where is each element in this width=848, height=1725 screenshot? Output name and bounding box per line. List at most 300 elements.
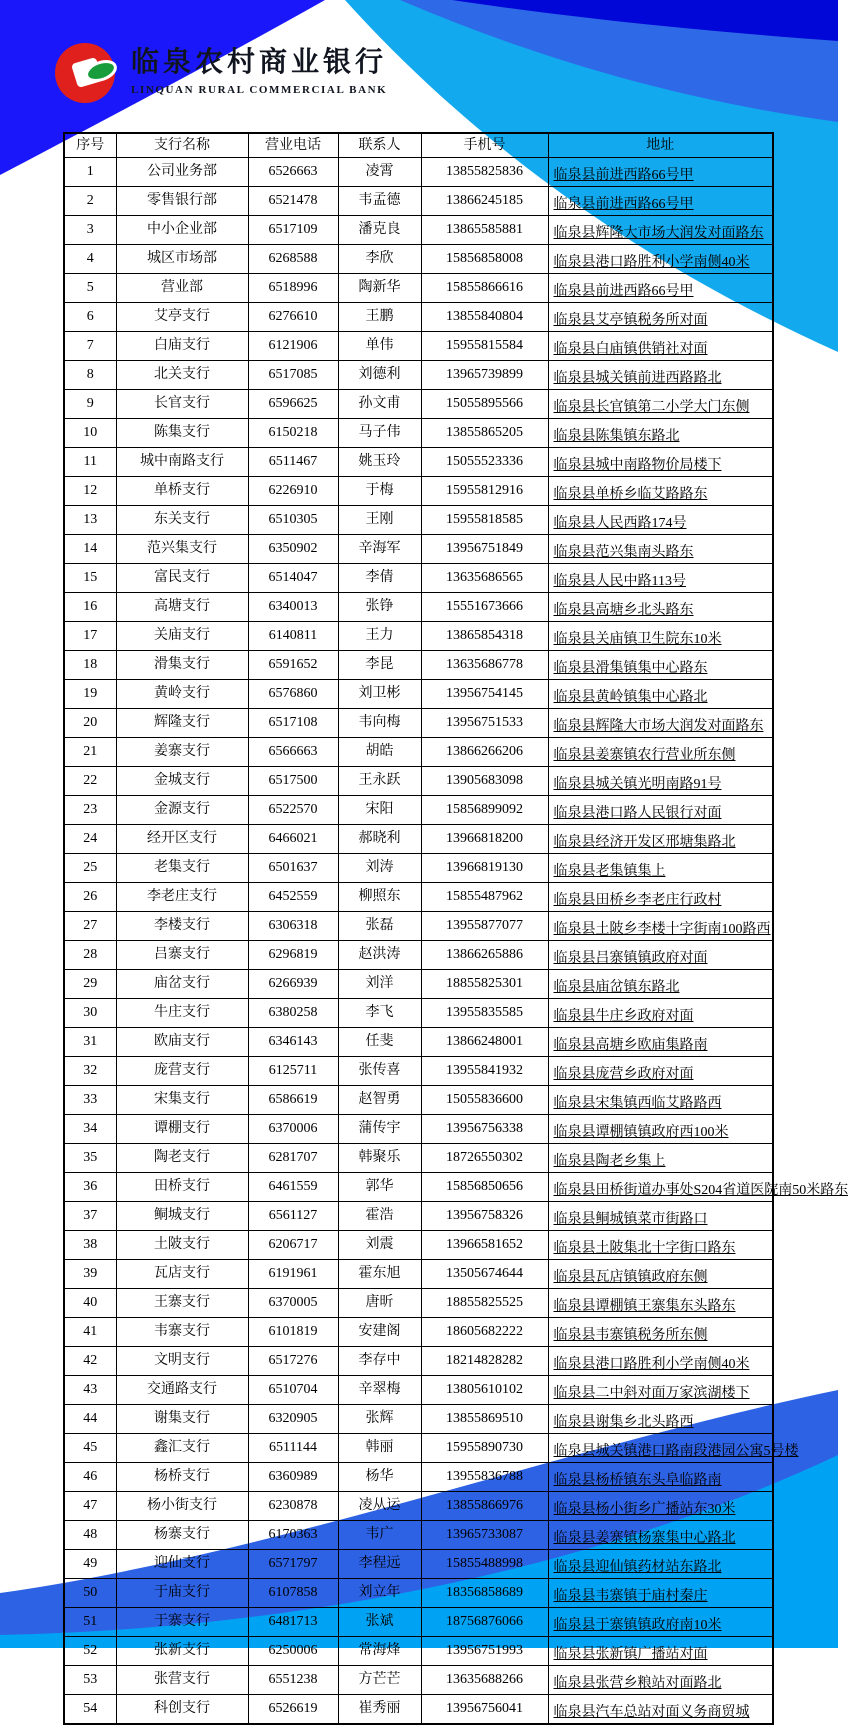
table-cell: 22 [64, 767, 116, 796]
table-cell: 临泉县陈集镇东路北 [548, 419, 773, 448]
table-cell: 刘震 [338, 1231, 421, 1260]
table-cell: 临泉县老集镇集上 [548, 854, 773, 883]
table-cell: 单桥支行 [116, 477, 248, 506]
table-row [64, 883, 773, 912]
table-cell: 6571797 [248, 1550, 338, 1579]
table-cell: 临泉县庞营乡政府对面 [548, 1057, 773, 1086]
table-cell: 姚玉玲 [338, 448, 421, 477]
table-cell: 王永跃 [338, 767, 421, 796]
table-cell: 临泉县二中斜对面万家滨湖楼下 [548, 1376, 773, 1405]
table-cell: 姜寨支行 [116, 738, 248, 767]
table-cell: 刘洋 [338, 970, 421, 999]
table-cell: 18855825301 [421, 970, 548, 999]
table-cell: 6514047 [248, 564, 338, 593]
table-cell: 16 [64, 593, 116, 622]
table-cell: 6140811 [248, 622, 338, 651]
table-cell: 20 [64, 709, 116, 738]
table-cell: 6596625 [248, 390, 338, 419]
table-cell: 6517108 [248, 709, 338, 738]
table-cell: 13955841932 [421, 1057, 548, 1086]
table-cell: 6121906 [248, 332, 338, 361]
table-cell: 15551673666 [421, 593, 548, 622]
table-cell: 21 [64, 738, 116, 767]
table-cell: 18 [64, 651, 116, 680]
table-cell: 辛海军 [338, 535, 421, 564]
table-cell: 45 [64, 1434, 116, 1463]
table-cell: 18756876066 [421, 1608, 548, 1637]
header-row [64, 133, 773, 158]
column-header-1: 支行名称 [116, 133, 248, 158]
table-cell: 孙文甫 [338, 390, 421, 419]
table-cell: 临泉县高塘乡北头路东 [548, 593, 773, 622]
table-cell: 公司业务部 [116, 158, 248, 187]
table-row [64, 158, 773, 187]
table-cell: 6281707 [248, 1144, 338, 1173]
table-cell: 于庙支行 [116, 1579, 248, 1608]
table-cell: 欧庙支行 [116, 1028, 248, 1057]
table-cell: 53 [64, 1666, 116, 1695]
table-row [64, 999, 773, 1028]
table-row [64, 1086, 773, 1115]
table-cell: 15856850656 [421, 1173, 548, 1202]
table-cell: 临泉县杨小街乡广播站东30米 [548, 1492, 773, 1521]
table-cell: 6380258 [248, 999, 338, 1028]
table-cell: 15855487962 [421, 883, 548, 912]
table-cell: 13855869510 [421, 1405, 548, 1434]
table-cell: 韦孟德 [338, 187, 421, 216]
table-cell: 张新支行 [116, 1637, 248, 1666]
bank-name: 临泉农村商业银行 [131, 47, 388, 78]
table-cell: 6101819 [248, 1318, 338, 1347]
table-cell: 46 [64, 1463, 116, 1492]
table-cell: 6522570 [248, 796, 338, 825]
table-row [64, 1550, 773, 1579]
table-cell: 6561127 [248, 1202, 338, 1231]
table-cell: 临泉县庙岔镇东路北 [548, 970, 773, 999]
table-cell: 8 [64, 361, 116, 390]
column-header-3: 联系人 [338, 133, 421, 158]
table-cell: 李飞 [338, 999, 421, 1028]
table-cell: 临泉县城关镇光明南路91号 [548, 767, 773, 796]
table-cell: 临泉县人民西路174号 [548, 506, 773, 535]
table-cell: 6230878 [248, 1492, 338, 1521]
table-cell: 15055836600 [421, 1086, 548, 1115]
table-row [64, 1202, 773, 1231]
table-cell: 35 [64, 1144, 116, 1173]
table-row [64, 1492, 773, 1521]
table-cell: 18726550302 [421, 1144, 548, 1173]
table-row [64, 1376, 773, 1405]
table-cell: 2 [64, 187, 116, 216]
table-row [64, 1260, 773, 1289]
table-cell: 6 [64, 303, 116, 332]
table-row [64, 419, 773, 448]
table-cell: 4 [64, 245, 116, 274]
table-cell: 牛庄支行 [116, 999, 248, 1028]
table-row [64, 970, 773, 999]
table-cell: 凌霄 [338, 158, 421, 187]
table-cell: 刘德利 [338, 361, 421, 390]
table-cell: 13956751849 [421, 535, 548, 564]
table-cell: 6566663 [248, 738, 338, 767]
table-cell: 6250006 [248, 1637, 338, 1666]
table-cell: 鲖城支行 [116, 1202, 248, 1231]
table-cell: 6461559 [248, 1173, 338, 1202]
table-cell: 6517109 [248, 216, 338, 245]
table-cell: 临泉县瓦店镇镇政府东侧 [548, 1260, 773, 1289]
table-cell: 土陂支行 [116, 1231, 248, 1260]
table-cell: 临泉县杨桥镇东头阜临路南 [548, 1463, 773, 1492]
column-header-4: 手机号 [421, 133, 548, 158]
table-row [64, 1318, 773, 1347]
table-row [64, 593, 773, 622]
table-cell: 张营支行 [116, 1666, 248, 1695]
table-cell: 50 [64, 1579, 116, 1608]
table-cell: 18214828282 [421, 1347, 548, 1376]
table-cell: 6107858 [248, 1579, 338, 1608]
table-row [64, 1434, 773, 1463]
table-cell: 13866266206 [421, 738, 548, 767]
table-cell: 6517276 [248, 1347, 338, 1376]
table-cell: 刘涛 [338, 854, 421, 883]
table-cell: 1 [64, 158, 116, 187]
table-cell: 临泉县城中南路物价局楼下 [548, 448, 773, 477]
table-cell: 张斌 [338, 1608, 421, 1637]
table-cell: 6511467 [248, 448, 338, 477]
table-row [64, 825, 773, 854]
table-cell: 36 [64, 1173, 116, 1202]
table-cell: 高塘支行 [116, 593, 248, 622]
table-cell: 韩丽 [338, 1434, 421, 1463]
table-cell: 临泉县长官镇第二小学大门东侧 [548, 390, 773, 419]
table-cell: 李老庄支行 [116, 883, 248, 912]
table-cell: 28 [64, 941, 116, 970]
table-cell: 13966581652 [421, 1231, 548, 1260]
table-cell: 38 [64, 1231, 116, 1260]
table-cell: 6266939 [248, 970, 338, 999]
table-cell: 34 [64, 1115, 116, 1144]
table-row [64, 680, 773, 709]
table-cell: 6306318 [248, 912, 338, 941]
table-cell: 15 [64, 564, 116, 593]
table-cell: 13635686778 [421, 651, 548, 680]
table-row [64, 332, 773, 361]
table-cell: 霍浩 [338, 1202, 421, 1231]
table-cell: 13855840804 [421, 303, 548, 332]
table-cell: 18356858689 [421, 1579, 548, 1608]
table-cell: 临泉县港口路胜利小学南侧40米 [548, 1347, 773, 1376]
table-cell: 临泉县宋集镇西临艾路路西 [548, 1086, 773, 1115]
table-cell: 临泉县张新镇广播站对面 [548, 1637, 773, 1666]
table-cell: 马子伟 [338, 419, 421, 448]
table-cell: 6360989 [248, 1463, 338, 1492]
table-cell: 宋阳 [338, 796, 421, 825]
table-cell: 47 [64, 1492, 116, 1521]
table-cell: 陶新华 [338, 274, 421, 303]
table-cell: 13855866976 [421, 1492, 548, 1521]
table-cell: 关庙支行 [116, 622, 248, 651]
table-cell: 44 [64, 1405, 116, 1434]
table-cell: 6518996 [248, 274, 338, 303]
table-cell: 金源支行 [116, 796, 248, 825]
table-cell: 王刚 [338, 506, 421, 535]
table-row [64, 738, 773, 767]
table-cell: 杨桥支行 [116, 1463, 248, 1492]
table-cell: 临泉县港口路胜利小学南侧40米 [548, 245, 773, 274]
table-row [64, 1231, 773, 1260]
table-cell: 11 [64, 448, 116, 477]
table-cell: 临泉县韦寨镇于庙村秦庄 [548, 1579, 773, 1608]
table-cell: 胡皓 [338, 738, 421, 767]
table-cell: 19 [64, 680, 116, 709]
table-cell: 13956751993 [421, 1637, 548, 1666]
table-cell: 白庙支行 [116, 332, 248, 361]
table-cell: 6510305 [248, 506, 338, 535]
table-cell: 李倩 [338, 564, 421, 593]
table-cell: 13956754145 [421, 680, 548, 709]
table-cell: 13955835585 [421, 999, 548, 1028]
table-cell: 6268588 [248, 245, 338, 274]
table-cell: 王寨支行 [116, 1289, 248, 1318]
table-cell: 城中南路支行 [116, 448, 248, 477]
table-cell: 15955815584 [421, 332, 548, 361]
table-cell: 临泉县姜寨镇杨寨集中心路北 [548, 1521, 773, 1550]
table-cell: 48 [64, 1521, 116, 1550]
table-row [64, 622, 773, 651]
table-cell: 49 [64, 1550, 116, 1579]
table-cell: 26 [64, 883, 116, 912]
table-row [64, 651, 773, 680]
table-cell: 老集支行 [116, 854, 248, 883]
table-cell: 17 [64, 622, 116, 651]
table-row [64, 709, 773, 738]
table-row [64, 448, 773, 477]
table-cell: 15856899092 [421, 796, 548, 825]
table-cell: 临泉县谭棚镇镇政府西100米 [548, 1115, 773, 1144]
table-cell: 6370005 [248, 1289, 338, 1318]
table-cell: 6296819 [248, 941, 338, 970]
table-row [64, 1463, 773, 1492]
table-cell: 单伟 [338, 332, 421, 361]
table-cell: 6340013 [248, 593, 338, 622]
table-cell: 张磊 [338, 912, 421, 941]
table-cell: 王力 [338, 622, 421, 651]
table-cell: 郝晓利 [338, 825, 421, 854]
table-cell: 临泉县港口路人民银行对面 [548, 796, 773, 825]
table-cell: 14 [64, 535, 116, 564]
table-cell: 13505674644 [421, 1260, 548, 1289]
table-cell: 13865854318 [421, 622, 548, 651]
table-cell: 谢集支行 [116, 1405, 248, 1434]
table-cell: 6510704 [248, 1376, 338, 1405]
table-row [64, 1405, 773, 1434]
table-cell: 迎仙支行 [116, 1550, 248, 1579]
table-cell: 临泉县陶老乡集上 [548, 1144, 773, 1173]
table-cell: 崔秀丽 [338, 1695, 421, 1725]
table-cell: 临泉县滑集镇集中心路东 [548, 651, 773, 680]
table-row [64, 1579, 773, 1608]
table-cell: 李欣 [338, 245, 421, 274]
table-cell: 杨华 [338, 1463, 421, 1492]
table-cell: 52 [64, 1637, 116, 1666]
table-cell: 6517500 [248, 767, 338, 796]
table-cell: 39 [64, 1260, 116, 1289]
table-cell: 郭华 [338, 1173, 421, 1202]
table-row [64, 303, 773, 332]
table-row [64, 1608, 773, 1637]
table-cell: 6350902 [248, 535, 338, 564]
table-cell: 刘卫彬 [338, 680, 421, 709]
table-cell: 临泉县张营乡粮站对面路北 [548, 1666, 773, 1695]
table-cell: 6226910 [248, 477, 338, 506]
branch-directory-table [63, 132, 848, 1725]
table-cell: 安建阁 [338, 1318, 421, 1347]
table-cell: 临泉县单桥乡临艾路路东 [548, 477, 773, 506]
table-cell: 李程远 [338, 1550, 421, 1579]
table-cell: 5 [64, 274, 116, 303]
table-row [64, 274, 773, 303]
table-cell: 临泉县汽车总站对面义务商贸城 [548, 1695, 773, 1725]
table-cell: 李楼支行 [116, 912, 248, 941]
table-cell: 6170363 [248, 1521, 338, 1550]
table-cell: 6511144 [248, 1434, 338, 1463]
table-cell: 韩聚乐 [338, 1144, 421, 1173]
table-cell: 13855865205 [421, 419, 548, 448]
table-cell: 13866265886 [421, 941, 548, 970]
table-cell: 经开区支行 [116, 825, 248, 854]
table-cell: 15955812916 [421, 477, 548, 506]
table-cell: 18605682222 [421, 1318, 548, 1347]
table-cell: 13866248001 [421, 1028, 548, 1057]
table-cell: 韦向梅 [338, 709, 421, 738]
table-cell: 23 [64, 796, 116, 825]
table-cell: 6320905 [248, 1405, 338, 1434]
table-cell: 40 [64, 1289, 116, 1318]
table-row [64, 796, 773, 825]
table-cell: 25 [64, 854, 116, 883]
table-cell: 滑集支行 [116, 651, 248, 680]
table-cell: 临泉县人民中路113号 [548, 564, 773, 593]
table-cell: 18855825525 [421, 1289, 548, 1318]
table-cell: 宋集支行 [116, 1086, 248, 1115]
table-cell: 临泉县辉隆大市场大润发对面路东 [548, 216, 773, 245]
table-cell: 临泉县吕寨镇镇政府对面 [548, 941, 773, 970]
table-row [64, 767, 773, 796]
table-cell: 30 [64, 999, 116, 1028]
table-cell: 13866245185 [421, 187, 548, 216]
table-cell: 方芒芒 [338, 1666, 421, 1695]
table-cell: 凌从运 [338, 1492, 421, 1521]
table-cell: 科创支行 [116, 1695, 248, 1725]
table-cell: 31 [64, 1028, 116, 1057]
table-cell: 城区市场部 [116, 245, 248, 274]
table-cell: 10 [64, 419, 116, 448]
table-cell: 6591652 [248, 651, 338, 680]
table-row [64, 1695, 773, 1725]
table-cell: 临泉县姜寨镇农行营业所东侧 [548, 738, 773, 767]
table-cell: 中小企业部 [116, 216, 248, 245]
table-row [64, 506, 773, 535]
table-cell: 6276610 [248, 303, 338, 332]
table-cell: 田桥支行 [116, 1173, 248, 1202]
table-cell: 于寨支行 [116, 1608, 248, 1637]
table-cell: 13 [64, 506, 116, 535]
table-cell: 临泉县鲖城镇菜市街路口 [548, 1202, 773, 1231]
table-cell: 唐昕 [338, 1289, 421, 1318]
bank-titles [131, 40, 387, 96]
table-cell: 6576860 [248, 680, 338, 709]
table-cell: 常海烽 [338, 1637, 421, 1666]
table-cell: 潘克良 [338, 216, 421, 245]
table-row [64, 912, 773, 941]
table-cell: 李存中 [338, 1347, 421, 1376]
table-row [64, 1144, 773, 1173]
bank-logo-icon [54, 40, 118, 106]
table-cell: 27 [64, 912, 116, 941]
table-cell: 任斐 [338, 1028, 421, 1057]
table-cell: 北关支行 [116, 361, 248, 390]
table-cell: 临泉县城关镇前进西路路北 [548, 361, 773, 390]
table-cell: 张铮 [338, 593, 421, 622]
table-cell: 6191961 [248, 1260, 338, 1289]
table-cell: 临泉县韦寨镇税务所东侧 [548, 1318, 773, 1347]
table-cell: 黄岭支行 [116, 680, 248, 709]
table-cell: 营业部 [116, 274, 248, 303]
table-row [64, 477, 773, 506]
table-cell: 29 [64, 970, 116, 999]
table-cell: 13966818200 [421, 825, 548, 854]
table-row [64, 1289, 773, 1318]
table-cell: 9 [64, 390, 116, 419]
table-cell: 韦寨支行 [116, 1318, 248, 1347]
table-cell: 6521478 [248, 187, 338, 216]
table-cell: 瓦店支行 [116, 1260, 248, 1289]
table-row [64, 564, 773, 593]
table-cell: 陈集支行 [116, 419, 248, 448]
table-cell: 杨小街支行 [116, 1492, 248, 1521]
table-cell: 13955877077 [421, 912, 548, 941]
table-cell: 庞营支行 [116, 1057, 248, 1086]
table-row [64, 245, 773, 274]
table-cell: 临泉县白庙镇供销社对面 [548, 332, 773, 361]
table-cell: 41 [64, 1318, 116, 1347]
table-cell: 15055523336 [421, 448, 548, 477]
table-cell: 辉隆支行 [116, 709, 248, 738]
table-cell: 6526663 [248, 158, 338, 187]
table-cell: 临泉县谢集乡北头路西 [548, 1405, 773, 1434]
table-cell: 柳照东 [338, 883, 421, 912]
table-cell: 临泉县前进西路66号甲 [548, 158, 773, 187]
table-cell: 杨寨支行 [116, 1521, 248, 1550]
table-cell: 3 [64, 216, 116, 245]
bank-name-english: LINQUAN RURAL COMMERCIAL BANK [131, 83, 388, 96]
table-cell: 15855488998 [421, 1550, 548, 1579]
table-cell: 庙岔支行 [116, 970, 248, 999]
table-cell: 赵洪涛 [338, 941, 421, 970]
table-row [64, 1637, 773, 1666]
table-row [64, 941, 773, 970]
table-cell: 15955890730 [421, 1434, 548, 1463]
table-cell: 13805610102 [421, 1376, 548, 1405]
table-cell: 33 [64, 1086, 116, 1115]
table-cell: 临泉县城关镇港口路南段港园公寓5号楼 [548, 1434, 773, 1463]
table-cell: 6517085 [248, 361, 338, 390]
table-cell: 15856858008 [421, 245, 548, 274]
table-cell: 13956756041 [421, 1695, 548, 1725]
table-cell: 15855866616 [421, 274, 548, 303]
table-cell: 13956751533 [421, 709, 548, 738]
table-cell: 鑫汇支行 [116, 1434, 248, 1463]
